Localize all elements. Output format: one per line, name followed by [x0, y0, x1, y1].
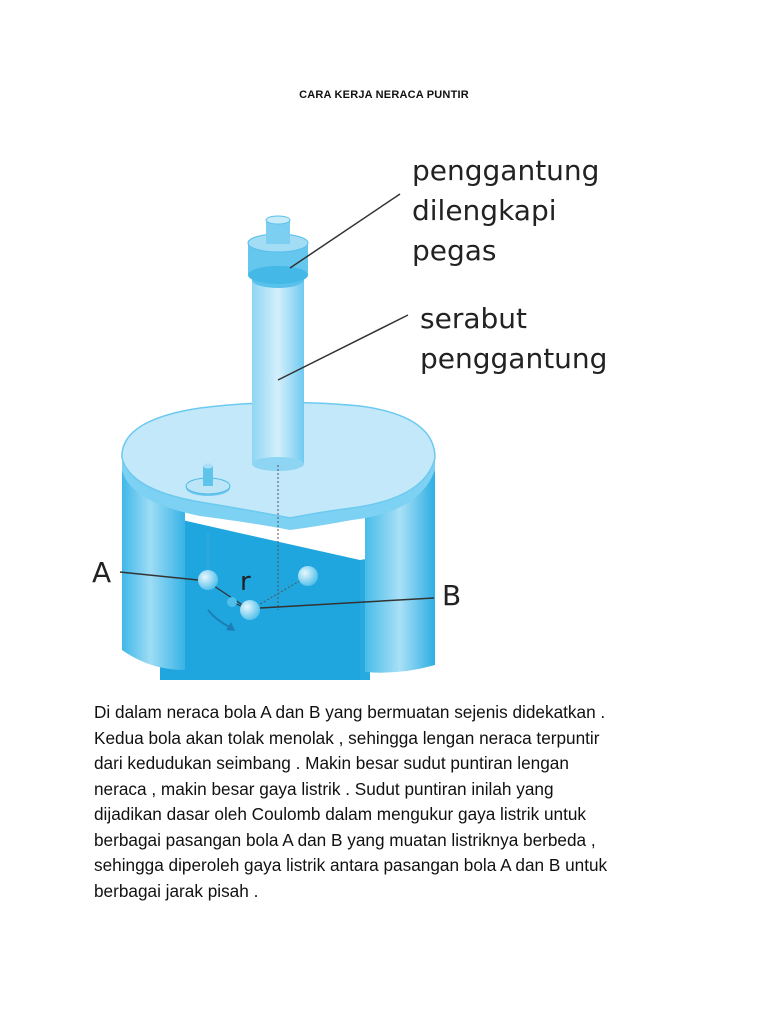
paragraph-line: berbagai jarak pisah .: [94, 880, 259, 901]
paragraph-line: dijadikan dasar oleh Coulomb dalam mengukur gaya listrik untuk: [94, 804, 587, 824]
paragraph-line: Kedua bola akan tolak menolak , sehingga lengan neraca terpuntir: [94, 727, 600, 748]
inner-wall: [160, 515, 360, 680]
paragraph-line: berbagai pasangan bola A dan B yang muatan listriknya berbeda ,: [94, 829, 596, 850]
paragraph-line: neraca , makin besar gaya listrik . Sudut puntiran inilah yang: [94, 778, 554, 799]
paragraph-line: Di dalam neraca bola A dan B yang bermuatan sejenis didekatkan .: [94, 702, 606, 722]
body-paragraph: [94, 700, 674, 904]
label-hanger-1: penggantung: [412, 154, 600, 187]
torsion-balance-diagram: [90, 140, 630, 680]
paragraph-line: sehingga diperoleh gaya listrik antara pasangan bola A dan B untuk: [94, 855, 608, 875]
label-hanger-2: dilengkapi: [412, 194, 557, 227]
label-fiber-2: penggantung: [420, 342, 608, 375]
label-distance-r: r: [240, 567, 251, 597]
ball-fixed: [298, 566, 318, 586]
paragraph-line: dari kedudukan seimbang . Makin besar sudut puntiran lengan: [94, 753, 569, 773]
torsion-balance-figure: [90, 140, 630, 680]
label-hanger-3: pegas: [412, 234, 497, 267]
label-ball-b: B: [442, 579, 462, 612]
ball-a: [198, 570, 218, 590]
label-ball-a: A: [92, 556, 112, 589]
label-fiber-1: serabut: [420, 302, 527, 335]
suspension-tube: [252, 280, 304, 464]
knob-post: [203, 466, 213, 486]
ball-b: [240, 600, 260, 620]
document-title: CARA KERJA NERACA PUNTIR: [299, 89, 469, 101]
